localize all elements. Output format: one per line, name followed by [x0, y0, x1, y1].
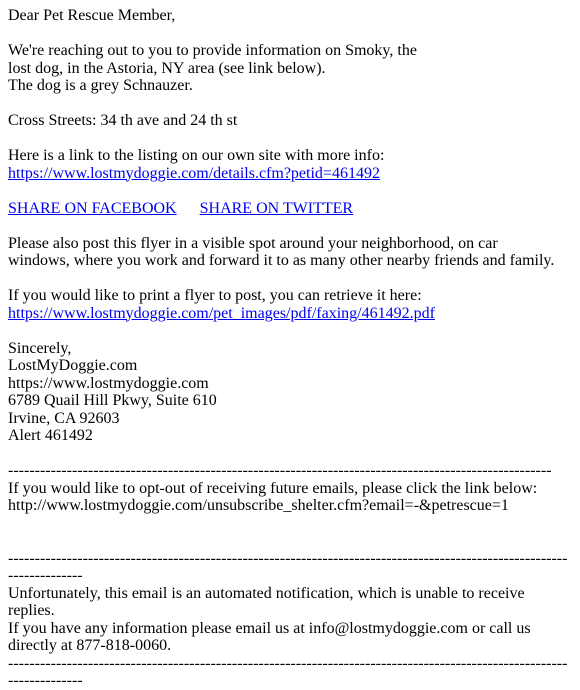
flyer-line-1: Please also post this flyer in a visible spot around your neighborhood, on car — [8, 234, 498, 252]
signature-website: https://www.lostmydoggie.com — [8, 374, 209, 392]
intro-line-2: lost dog, in the Astoria, NY area (see link below). — [8, 59, 326, 77]
optout-url: http://www.lostmydoggie.com/unsubscribe_shelter.cfm?email=-&petrescue=1 — [8, 497, 509, 514]
greeting: Dear Pet Rescue Member, — [8, 7, 176, 24]
intro-line-3: The dog is a grey Schnauzer. — [8, 77, 193, 94]
print-flyer-link[interactable]: https://www.lostmydoggie.com/pet_images/pdf/faxing/461492.pdf — [8, 304, 435, 322]
divider-long-top: ----------------------------------------------------------------------------------------------------------------------- — [8, 549, 568, 584]
divider-short: ------------------------------------------------------------------------------------------------------ — [8, 462, 552, 479]
share-twitter-link[interactable]: SHARE ON TWITTER — [199, 199, 354, 217]
intro-line-1: We're reaching out to you to provide information on Smoky, the — [8, 42, 417, 59]
flyer-line-2: windows, where you work and forward it to as many other nearby friends and family. — [8, 252, 555, 269]
signature-address: 6789 Quail Hill Pkwy, Suite 610 — [8, 392, 217, 409]
optout-text: If you would like to opt-out of receiving future emails, please click the link below: — [8, 479, 538, 497]
automated-notice-line-2: If you have any information please email us at info@lostmydoggie.com or call us directly at 877-818-0060. — [8, 619, 531, 654]
print-text: If you would like to print a flyer to post, you can retrieve it here: — [8, 287, 422, 304]
share-facebook-link[interactable]: SHARE ON FACEBOOK — [8, 199, 177, 217]
automated-notice-line-1: Unfortunately, this email is an automated notification, which is unable to receive replies. — [8, 584, 525, 619]
signature-alert-id: Alert 461492 — [8, 427, 93, 444]
share-links — [8, 200, 572, 218]
divider-long-bottom: ----------------------------------------------------------------------------------------------------------------------- — [8, 654, 568, 689]
signature-city: Irvine, CA 92603 — [8, 409, 120, 427]
signature-closing: Sincerely, — [8, 339, 72, 357]
signature-company: LostMyDoggie.com — [8, 357, 138, 374]
listing-link[interactable]: https://www.lostmydoggie.com/details.cfm?petid=461492 — [8, 164, 380, 182]
listing-text: Here is a link to the listing on our own site with more info: — [8, 147, 385, 164]
cross-streets: Cross Streets: 34 th ave and 24 th st — [8, 112, 238, 129]
